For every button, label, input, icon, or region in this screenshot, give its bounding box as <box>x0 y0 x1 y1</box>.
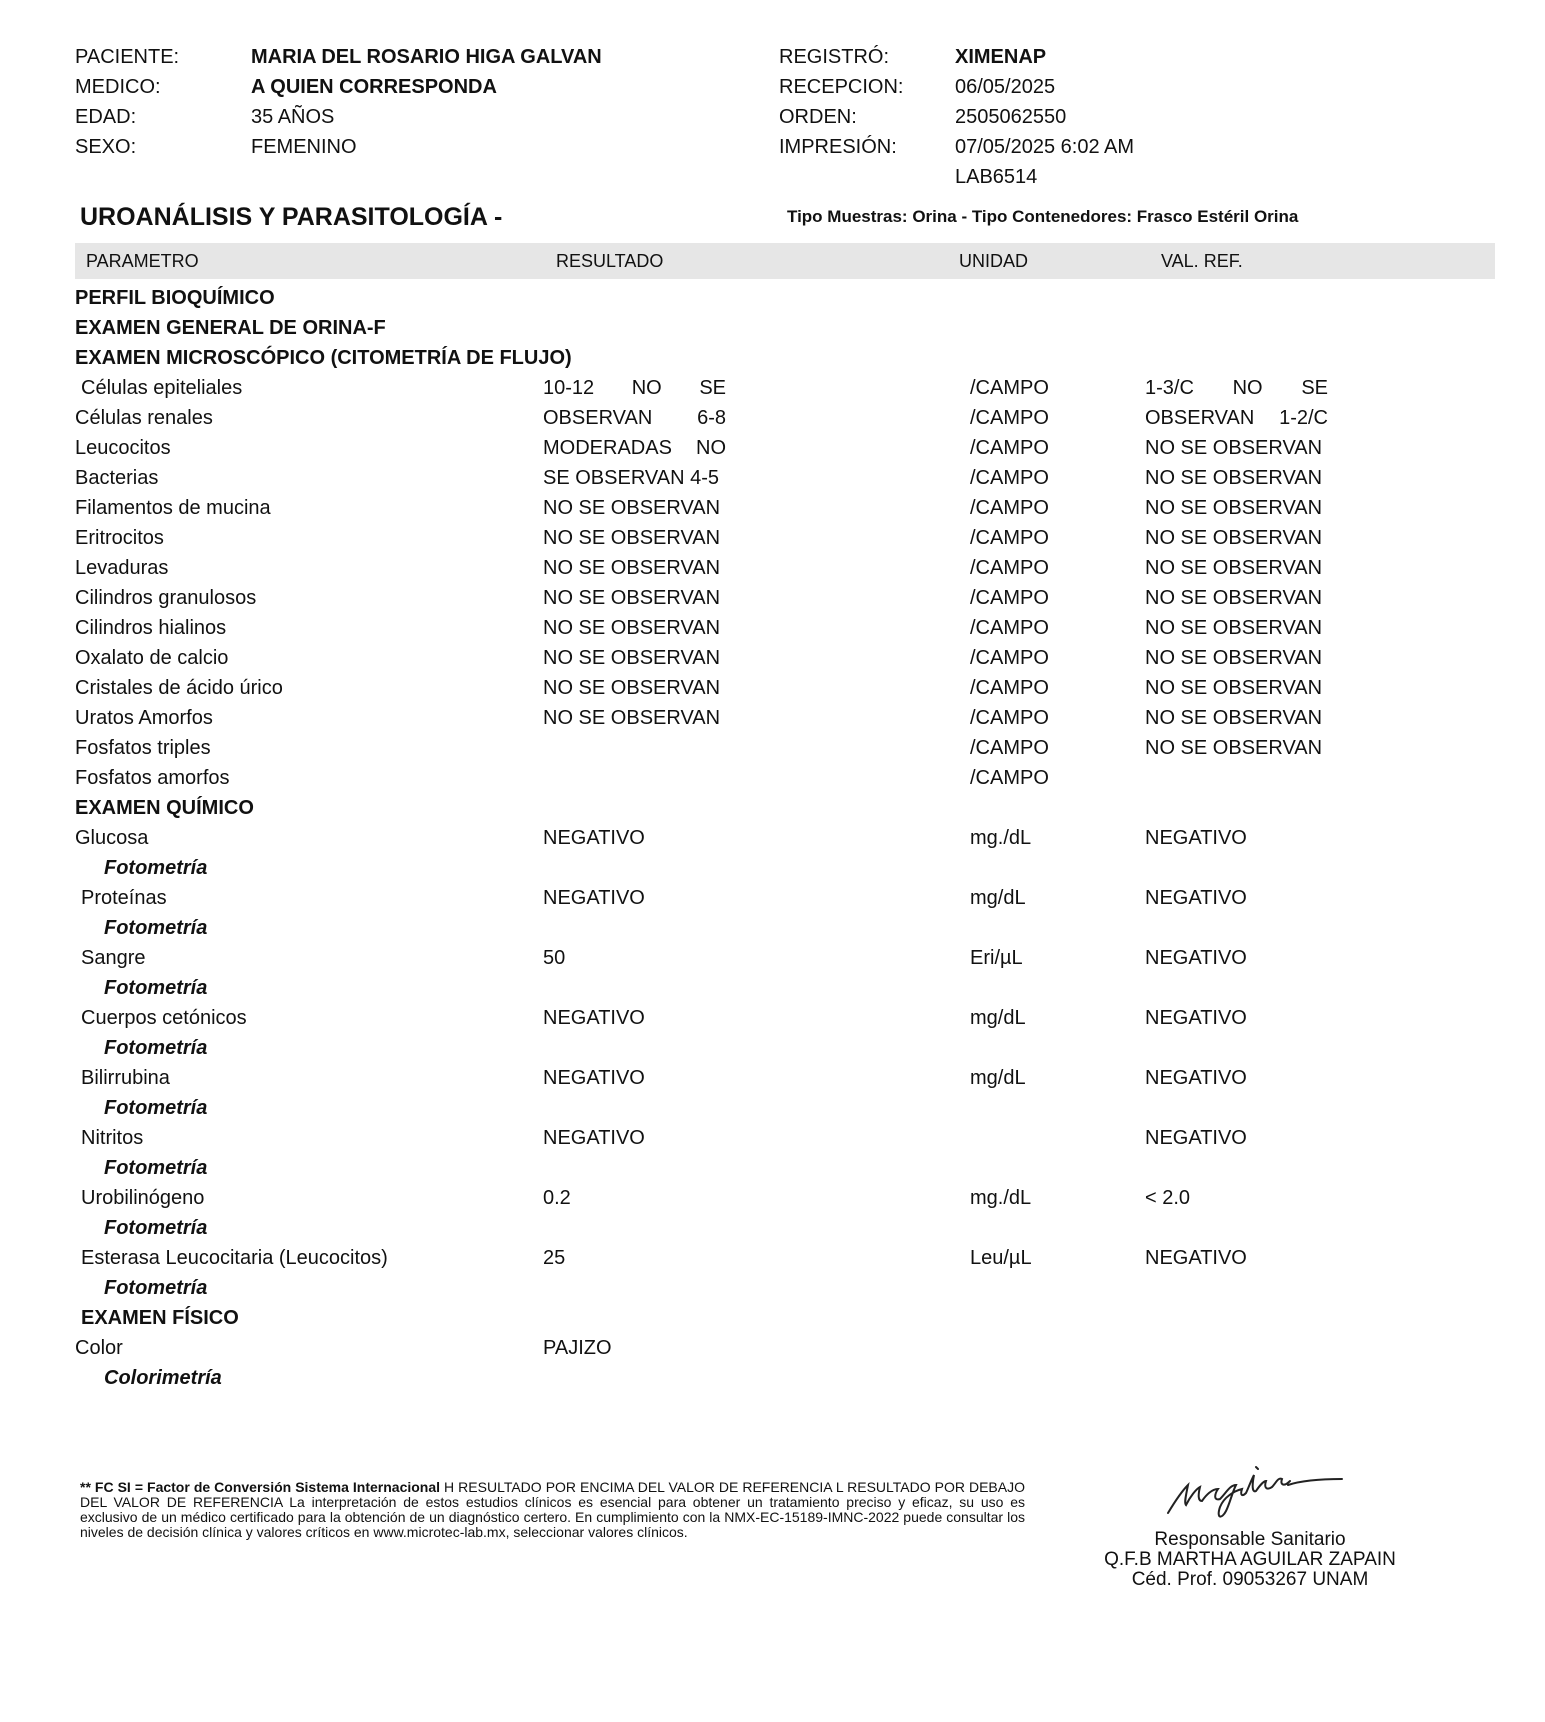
unit-value: mg/dL <box>970 887 1026 909</box>
parameter-name: Nitritos <box>81 1127 144 1149</box>
reference-part: SE <box>1301 377 1328 399</box>
section-heading: EXAMEN MICROSCÓPICO (CITOMETRÍA DE FLUJO) <box>75 347 572 369</box>
result-value <box>543 1066 645 1090</box>
footer-note <box>80 1480 1025 1540</box>
reference-value <box>1145 466 1322 490</box>
parameter-name: Sangre <box>81 947 146 969</box>
reference-part: 1-2/C <box>1279 407 1328 429</box>
unit-value: Eri/µL <box>970 947 1023 969</box>
reference-value <box>1145 1186 1190 1210</box>
reference-value <box>1145 1006 1247 1030</box>
result-part: OBSERVAN <box>543 407 653 429</box>
result-part: NO SE OBSERVAN <box>543 617 721 639</box>
result-part: NO SE OBSERVAN <box>543 587 721 609</box>
parameter-name: Levaduras <box>75 557 169 579</box>
unit-value: /CAMPO <box>970 407 1049 429</box>
result-value <box>543 886 645 910</box>
column-header-parametro: PARAMETRO <box>86 251 199 271</box>
result-part: NO <box>696 437 726 459</box>
reference-part: NO SE OBSERVAN <box>1145 527 1323 549</box>
unit-value: /CAMPO <box>970 617 1049 639</box>
parameter-name: Células renales <box>75 407 213 429</box>
order-value: 06/05/2025 <box>955 76 1056 98</box>
method-label: Fotometría <box>104 977 208 999</box>
unit-value: /CAMPO <box>970 377 1049 399</box>
reference-value <box>1145 706 1322 730</box>
parameter-name: Cilindros granulosos <box>75 587 257 609</box>
reference-part: 1-3/C <box>1145 377 1194 399</box>
column-header-resultado: RESULTADO <box>556 251 664 271</box>
reference-part: NO SE OBSERVAN <box>1145 707 1323 729</box>
signature-block <box>1085 1530 1415 1590</box>
reference-value <box>1145 886 1247 910</box>
result-value <box>543 1126 645 1150</box>
order-label: ORDEN: <box>779 106 857 128</box>
unit-value: mg/dL <box>970 1007 1026 1029</box>
column-header-bar <box>75 243 1495 279</box>
parameter-name: Proteínas <box>81 887 167 909</box>
reference-part: NO SE OBSERVAN <box>1145 587 1323 609</box>
result-value <box>543 646 720 670</box>
method-label: Colorimetría <box>104 1367 222 1389</box>
result-value <box>543 406 726 430</box>
unit-value: /CAMPO <box>970 737 1049 759</box>
result-part: PAJIZO <box>543 1337 612 1359</box>
unit-value: mg./dL <box>970 1187 1032 1209</box>
result-part: 6-8 <box>697 407 726 429</box>
column-header-unidad: UNIDAD <box>959 251 1029 271</box>
reference-part: NO SE OBSERVAN <box>1145 557 1323 579</box>
patient-label: SEXO: <box>75 136 137 158</box>
reference-part: OBSERVAN <box>1145 407 1255 429</box>
method-label: Fotometría <box>104 1097 208 1119</box>
reference-part: NO SE OBSERVAN <box>1145 647 1323 669</box>
unit-value: mg/dL <box>970 1067 1026 1089</box>
unit-value: /CAMPO <box>970 677 1049 699</box>
parameter-name: Leucocitos <box>75 437 171 459</box>
reference-value <box>1145 376 1328 400</box>
parameter-name: Urobilinógeno <box>81 1187 205 1209</box>
order-value: LAB6514 <box>955 166 1038 188</box>
reference-value <box>1145 736 1322 760</box>
signature-role: Responsable Sanitario <box>1154 1529 1346 1550</box>
result-part: NO SE OBSERVAN <box>543 677 721 699</box>
unit-value: mg./dL <box>970 827 1032 849</box>
parameter-name: Células epiteliales <box>81 377 243 399</box>
parameter-name: Bacterias <box>75 467 159 489</box>
order-label: REGISTRÓ: <box>779 46 890 68</box>
parameter-name: Cristales de ácido úrico <box>75 677 283 699</box>
reference-part: < 2.0 <box>1145 1187 1191 1209</box>
result-part: 10-12 <box>543 377 595 399</box>
result-value <box>543 1006 645 1030</box>
order-value: 07/05/2025 6:02 AM <box>955 136 1135 158</box>
result-value <box>543 466 719 490</box>
patient-label: EDAD: <box>75 106 137 128</box>
reference-value <box>1145 406 1328 430</box>
result-value <box>543 616 720 640</box>
result-part: NO SE OBSERVAN <box>543 557 721 579</box>
method-label: Fotometría <box>104 1277 208 1299</box>
unit-value: Leu/µL <box>970 1247 1032 1269</box>
reference-part: NO SE OBSERVAN <box>1145 437 1323 459</box>
result-part: NO SE OBSERVAN <box>543 707 721 729</box>
patient-value: FEMENINO <box>251 136 357 158</box>
section-heading: PERFIL BIOQUÍMICO <box>75 287 275 309</box>
order-label: IMPRESIÓN: <box>779 136 897 158</box>
reference-part: NEGATIVO <box>1145 1247 1247 1269</box>
section-heading: EXAMEN QUÍMICO <box>75 797 254 819</box>
result-part: NEGATIVO <box>543 1067 645 1089</box>
result-value <box>543 946 565 970</box>
result-value <box>543 376 726 400</box>
patient-value: A QUIEN CORRESPONDA <box>251 76 497 98</box>
parameter-name: Cilindros hialinos <box>75 617 227 639</box>
reference-part: NEGATIVO <box>1145 887 1247 909</box>
reference-value <box>1145 1246 1247 1270</box>
result-value <box>543 706 720 730</box>
method-label: Fotometría <box>104 1217 208 1239</box>
method-label: Fotometría <box>104 1037 208 1059</box>
reference-part: NEGATIVO <box>1145 1127 1247 1149</box>
result-value <box>543 826 645 850</box>
parameter-name: Eritrocitos <box>75 527 164 549</box>
sample-info: Tipo Muestras: Orina - Tipo Contenedores: Frasco Estéril Orina <box>787 207 1299 226</box>
signature-name: Q.F.B MARTHA AGUILAR ZAPAIN <box>1104 1549 1396 1570</box>
result-part: NEGATIVO <box>543 827 645 849</box>
signature-license: Céd. Prof. 09053267 UNAM <box>1131 1569 1369 1590</box>
reference-value <box>1145 676 1322 700</box>
unit-value: /CAMPO <box>970 557 1049 579</box>
reference-value <box>1145 946 1247 970</box>
reference-part: NO <box>1232 377 1263 399</box>
reference-part: NEGATIVO <box>1145 827 1247 849</box>
reference-part: NO SE OBSERVAN <box>1145 497 1323 519</box>
parameter-name: Cuerpos cetónicos <box>81 1007 247 1029</box>
parameter-name: Color <box>75 1337 123 1359</box>
order-value: 2505062550 <box>955 106 1067 128</box>
result-value <box>543 556 720 580</box>
result-value <box>543 1336 612 1360</box>
result-value <box>543 586 720 610</box>
reference-value <box>1145 826 1247 850</box>
result-part: NO SE OBSERVAN <box>543 647 721 669</box>
reference-value <box>1145 646 1322 670</box>
result-part: NO <box>631 377 662 399</box>
unit-value: /CAMPO <box>970 647 1049 669</box>
result-part: SE <box>699 377 726 399</box>
result-part: MODERADAS <box>543 437 672 459</box>
parameter-name: Oxalato de calcio <box>75 647 229 669</box>
patient-value: 35 AÑOS <box>251 106 335 128</box>
unit-value: /CAMPO <box>970 467 1049 489</box>
parameter-name: Glucosa <box>75 827 149 849</box>
section-heading: EXAMEN FÍSICO <box>81 1307 239 1329</box>
method-label: Fotometría <box>104 857 208 879</box>
reference-value <box>1145 526 1322 550</box>
result-part: NEGATIVO <box>543 1007 645 1029</box>
reference-part: NO SE OBSERVAN <box>1145 677 1323 699</box>
footer-note-text: H RESULTADO POR ENCIMA DEL VALOR DE REFERENCIA L RESULTADO POR DEBAJO DEL VALOR DE REFERENCIA La interpretación de estos estudios clínicos es esencial para obtener un tratamiento preciso y eficaz, su uso es exclusivo de un médico certificado para la obtención de un diagnóstico certero. En cumplimiento con la NMX-EC-15189-IMNC-2022 puede consultar los niveles de decisión clínica y valores críticos en www.microtec-lab.mx, seleccionar valores clínicos. <box>80 1479 1025 1540</box>
method-label: Fotometría <box>104 1157 208 1179</box>
patient-label: MEDICO: <box>75 76 161 98</box>
column-header-valref: VAL. REF. <box>1161 251 1243 271</box>
reference-value <box>1145 556 1322 580</box>
result-value <box>543 526 720 550</box>
reference-value <box>1145 1066 1247 1090</box>
unit-value: /CAMPO <box>970 527 1049 549</box>
result-part: NEGATIVO <box>543 1127 645 1149</box>
unit-value: /CAMPO <box>970 767 1049 789</box>
result-value <box>543 436 726 460</box>
reference-part: NEGATIVO <box>1145 1067 1247 1089</box>
page-title: UROANÁLISIS Y PARASITOLOGÍA - <box>80 203 503 231</box>
unit-value: /CAMPO <box>970 587 1049 609</box>
parameter-name: Filamentos de mucina <box>75 497 271 519</box>
reference-part: NEGATIVO <box>1145 947 1247 969</box>
section-heading: EXAMEN GENERAL DE ORINA-F <box>75 317 386 339</box>
parameter-name: Bilirrubina <box>81 1067 170 1089</box>
reference-value <box>1145 496 1322 520</box>
result-part: NEGATIVO <box>543 887 645 909</box>
order-label: RECEPCION: <box>779 76 904 98</box>
reference-value <box>1145 586 1322 610</box>
result-part: NO SE OBSERVAN <box>543 497 721 519</box>
result-part: 50 <box>543 947 566 969</box>
result-value <box>543 496 720 520</box>
reference-part: NO SE OBSERVAN <box>1145 467 1323 489</box>
reference-part: NEGATIVO <box>1145 1007 1247 1029</box>
patient-label: PACIENTE: <box>75 46 180 68</box>
result-value <box>543 1246 565 1270</box>
unit-value: /CAMPO <box>970 437 1049 459</box>
reference-part: NO SE OBSERVAN <box>1145 617 1323 639</box>
parameter-name: Fosfatos amorfos <box>75 767 230 789</box>
signature-image <box>1160 1455 1350 1525</box>
result-part: 0.2 <box>543 1187 571 1209</box>
footer-note-bold: ** FC SI = Factor de Conversión Sistema Internacional <box>80 1479 441 1495</box>
parameter-name: Uratos Amorfos <box>75 707 213 729</box>
result-part: 25 <box>543 1247 566 1269</box>
reference-value <box>1145 616 1322 640</box>
unit-value: /CAMPO <box>970 707 1049 729</box>
patient-value: MARIA DEL ROSARIO HIGA GALVAN <box>251 46 602 68</box>
parameter-name: Fosfatos triples <box>75 737 211 759</box>
parameter-name: Esterasa Leucocitaria (Leucocitos) <box>81 1247 388 1269</box>
method-label: Fotometría <box>104 917 208 939</box>
reference-value <box>1145 1126 1247 1150</box>
order-value: XIMENAP <box>955 46 1047 68</box>
result-part: NO SE OBSERVAN <box>543 527 721 549</box>
reference-value <box>1145 436 1322 460</box>
result-value <box>543 1186 571 1210</box>
reference-part: NO SE OBSERVAN <box>1145 737 1323 759</box>
result-value <box>543 676 720 700</box>
result-part: SE OBSERVAN 4-5 <box>543 467 719 489</box>
unit-value: /CAMPO <box>970 497 1049 519</box>
